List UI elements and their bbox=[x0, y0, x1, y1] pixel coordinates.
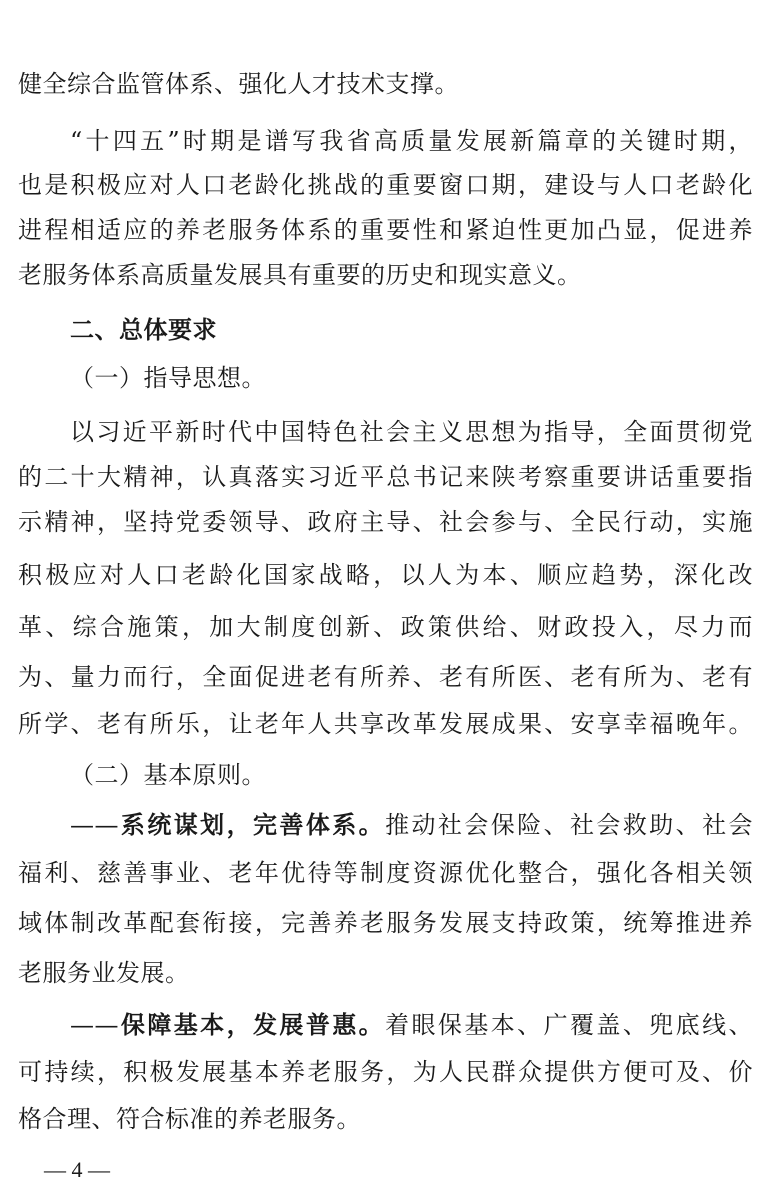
paragraph-line: 进程相适应的养老服务体系的重要性和紧迫性更加凸显，促进养 bbox=[18, 216, 753, 244]
paragraph-line: 格合理、符合标准的养老服务。 bbox=[18, 1105, 361, 1133]
paragraph-line: 也是积极应对人口老龄化挑战的重要窗口期，建设与人口老龄化 bbox=[18, 171, 753, 199]
paragraph-line: 老服务业发展。 bbox=[18, 959, 190, 987]
principle-title: 保障基本，发展普惠。 bbox=[119, 1011, 386, 1039]
paragraph-line: 老服务体系高质量发展具有重要的历史和现实意义。 bbox=[18, 261, 582, 289]
em-dash: —— bbox=[70, 811, 119, 839]
paragraph-line: 为、量力而行，全面促进老有所养、老有所医、老有所为、老有 bbox=[18, 663, 753, 691]
principle-title: 系统谋划，完善体系。 bbox=[119, 811, 386, 839]
principle-line bbox=[70, 1003, 753, 1047]
paragraph-line: 以习近平新时代中国特色社会主义思想为指导，全面贯彻党 bbox=[70, 418, 753, 446]
paragraph-line: 所学、老有所乐，让老年人共享改革发展成果、安享幸福晚年。 bbox=[18, 710, 753, 738]
paragraph-line: “十四五”时期是谱写我省高质量发展新篇章的关键时期， bbox=[70, 127, 753, 155]
section-heading: 二、总体要求 bbox=[70, 316, 217, 344]
paragraph-line: 示精神，坚持党委领导、政府主导、社会参与、全民行动，实施 bbox=[18, 508, 753, 536]
subsection-heading: （二）基本原则。 bbox=[70, 761, 266, 789]
subsection-heading: （一）指导思想。 bbox=[70, 364, 266, 392]
principle-text: 推动社会保险、社会救助、社会 bbox=[385, 811, 754, 839]
paragraph-line: 福利、慈善事业、老年优待等制度资源优化整合，强化各相关领 bbox=[18, 859, 753, 887]
em-dash: —— bbox=[70, 1011, 119, 1039]
paragraph-line: 健全综合监管体系、强化人才技术支撑。 bbox=[18, 70, 459, 98]
paragraph-line: 的二十大精神，认真落实习近平总书记来陕考察重要讲话重要指 bbox=[18, 463, 753, 491]
paragraph-line: 积极应对人口老龄化国家战略，以人为本、顺应趋势，深化改 bbox=[18, 561, 753, 589]
principle-line bbox=[70, 803, 753, 847]
paragraph-line: 可持续，积极发展基本养老服务，为人民群众提供方便可及、价 bbox=[18, 1058, 753, 1086]
page-number: — 4 — bbox=[44, 1157, 110, 1182]
paragraph-line: 域体制改革配套衔接，完善养老服务发展支持政策，统筹推进养 bbox=[18, 909, 753, 937]
principle-text: 着眼保基本、广覆盖、兜底线、 bbox=[385, 1011, 754, 1039]
paragraph-line: 革、综合施策，加大制度创新、政策供给、财政投入，尽力而 bbox=[18, 613, 753, 641]
